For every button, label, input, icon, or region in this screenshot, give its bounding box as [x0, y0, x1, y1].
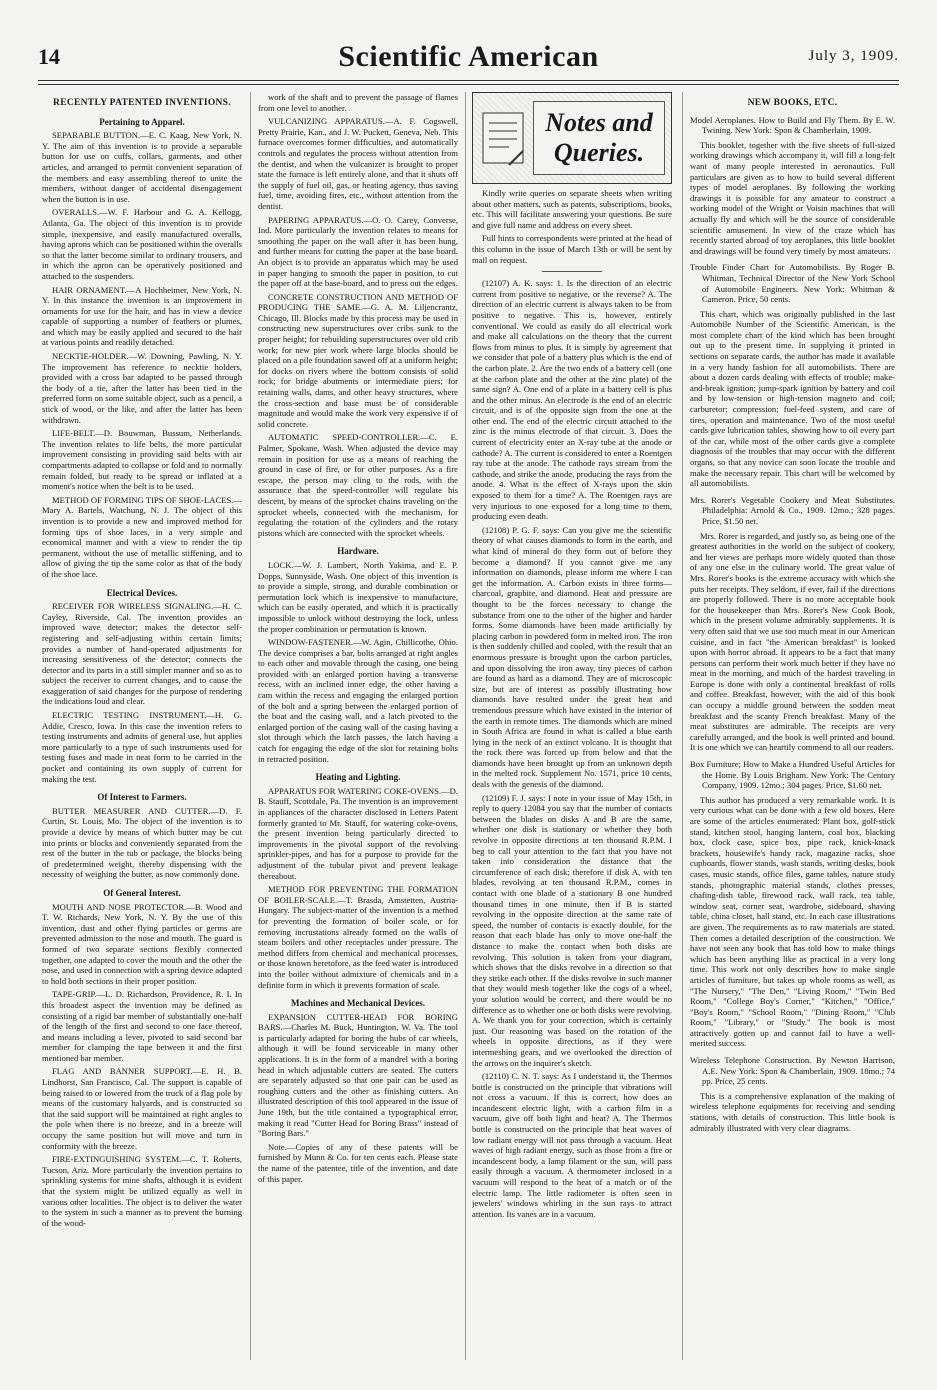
patent-entry: BUTTER MEASURER AND CUTTER.—D. F. Curtin, St. Louis, Mo. The object of the invention is to provide a device by means of which butter may be cut into prints or blocks and conveniently separated from the rest of the butter in the tub or package, the blocks being of predetermined weight, thereby dispensing with the necessity of weighing the butter, as now commonly done.: [42, 805, 242, 880]
notes-intro: Full hints to correspondents were printed at the head of this column in the issue of March 13th or will be sent by mail on request.: [472, 233, 672, 265]
book-title: Model Aeroplanes. How to Build and Fly Them. By E. W. Twining. New York: Spon & Chamberlain, 1909.: [690, 114, 895, 136]
patent-entry: TAPE-GRIP.—L. D. Richardson, Providence, R. I. In this broadest aspect the invention may be defined as consisting of a rigid bar member of substantially one-half of the length of the first and second to one face thereof, and means including a lever, pivoted to said second bar member for clamping the tape between it and the first mentioned bar member.: [42, 989, 242, 1063]
patent-entry: LIFE-BELT.—D. Bouwman, Bussum, Netherlands. The invention relates to life belts, the more particular improvement consisting in providing said belts with air compartments adapted to collapse or fold and to normally remain folded, but ready to be spread or inflated at a moment's notice when the belt is to be used.: [42, 428, 242, 492]
patent-entry: NECKTIE-HOLDER.—W. Downing, Pawling, N. Y. The improvement has reference to necktie holders, provided with a cross bar adapted to be passed through the body of a tie, after the latter has been tied in the preferred form on some suitable object, such as a pencil, a stick of wood, or the like, and after the latter has been withdrawn.: [42, 351, 242, 425]
patent-entry: RECEIVER FOR WIRELESS SIGNALING.—H. C. Cayley, Riverside, Cal. The invention provides an improved wave detector; makes the detector self-registering and self-adjusting within certain limits; provides a number of hand-operated adjustments for increasing sensitiveness of the detector; connects the detector and its parts in a still simpler manner and so as to subject the receiver to current changes, and to cause the exaggeration of said changes for the purpose of rendering the indications loud and clear.: [42, 601, 242, 707]
book-title: Wireless Telephone Construction. By Newton Harrison, A.E. New York: Spon & Chamberlain, 1909. 18mo.; 74 pp. Price, 25 cents.: [690, 1055, 895, 1087]
notes-intro: Kindly write queries on separate sheets when writing about other matters, such as patents, subscriptions, books, etc. This will facilitate answering your questions. Be sure and give full name and address on every sheet.: [472, 188, 672, 230]
query-entry: (12108) P. G. F. says: Can you give me the scientific theory of what causes diamonds to form in the earth, and what kind of mineral do they form out of before they become a diamond? If you cannot give me any information on diamonds, please inform me where I can get the information. A. Carbon exists in three forms—charcoal, graphite, and diamond. Heat and pressure are thought to be the forces necessary to change the substance from one to the other of the higher and harder forms. Some diamonds have been made artificially by placing carbon in powdered form in melted iron. The iron is then suddenly chilled and cooled, with the result that an enormous pressure is brought upon the carbon particles, and upon dissolving the iron away, tiny pieces of carbon are found as hard as a diamond. They are of microscopic size, but are of interest as possibly illustrating how diamonds have resulted under the great heat and tremendous pressure which have existed in the interior of the earth in remote times. The diamonds which are mined in South Africa are found in what is called a blue earth lying in the neck of an extinct volcano. It is thought that the rock there was forced up from below and that the diamonds have been brought up from an unknown depth in the melted rock. Supplement No. 1571, price 10 cents, deals with the genesis of the diamond.: [472, 524, 672, 790]
section-title: RECENTLY PATENTED INVENTIONS.: [53, 98, 231, 108]
page-header: [38, 40, 899, 76]
patent-entry: VULCANIZING APPARATUS.—A. F. Cogswell, Pretty Prairie, Kan., and J. W. Puckett, Geneva, Neb. This furnace overcomes former difficulties, and automatically controls and regulates the process without attention from the dentist, and when the vulcanizer is brought to proper state the furnace is left entirely alone, and that it shuts off the supply of fuel oil, gas, or heating agency, thus saving fuel, time, avoiding fires, etc., without attention from the dentist.: [258, 116, 458, 211]
notes-title-frame: [533, 101, 665, 175]
patent-entry: WINDOW-FASTENER.—W. Agin, Chillicothe, Ohio. The device comprises a bar, bolts arranged at right angles to each other and movable through the casing, one being provided with an enlarged portion having a transverse recess, with an inclined inner edge, the other having a cam within the recess and engaging the enlarged portion of the bolt and a spring between the enlarged portion of the boat and the casing wall, and a latch pivoted to the enlarged portion of the casing wall of the casing having a slot through which the latch passes, the latch having a catch for engaging the edge of the slot for retaining bolts in retracted position.: [258, 637, 458, 764]
book-title: Mrs. Rorer's Vegetable Cookery and Meat Substitutes. Philadelphia: Arnold & Co., 1909. 12mo.; 328 pages. Price, $1.50 net.: [690, 494, 895, 526]
notes-title: Notes and Queries.: [545, 108, 653, 167]
column-divider: [465, 92, 466, 1360]
section-title: NEW BOOKS, ETC.: [747, 98, 838, 108]
book-review: Mrs. Rorer is regarded, and justly so, as being one of the greatest authorities in the world on the subject of cookery, and her views are perhaps more widely quoted than those of any one else in the culinary world. The great value of Mrs. Rorer's books is the extreme accuracy with which she puts her receipts. They seldom, if ever, fail if the directions are properly followed. There is no more acceptable book for the housekeeper than Mrs. Rorer's New Cook Book, which in the present volume admirably supplements. It is very often said that we use too much meat in our American cuisine, and in fact "the American breakfast" is looked upon with horror abroad. It appears to be a fact that many persons can perform their work much better if they have no meat in the morning, and much of the hardest traveling in Europe is done with only a continental breakfast of rolls and coffee. Breakfast, however, with the aid of this book can occupy a middle ground between the sodden meat breakfast and the scanty French breakfast. Many of the meat substitutes are admirable. The receipts are very carefully arranged, and the book is well printed and bound. It is one which we can heartily commend to all our readers.: [690, 530, 895, 753]
patent-entry: FIRE-EXTINGUISHING SYSTEM.—C. T. Roberts, Tucson, Ariz. More particularly the invention pertains to sprinkling systems for mine shafts, although it is evident that the system might be utilized equally as well in various other localities. The object is to deliver the water to the system in such a manner as to prevent the burning of the wood-: [42, 1154, 242, 1228]
patent-entry: EXPANSION CUTTER-HEAD FOR BORING BARS.—Charles M. Buck, Huntington, W. Va. The tool is particularly adapted for boring the hubs of car wheels, although it will be found serviceable in many other applications. It is in the form of a mandrel with a boring head in which adjustable cutters are seated. The cutters are separately adjusted so that one pair can be used as roughing cutters and the other as finishing cutters. An illustrated description of this tool appeared in the issue of June 19th, but the title contained a typographical error, making it read "Cutter Head for Boring Brass" instead of "Boring Bars.": [258, 1011, 458, 1139]
desk-illustration-icon: [479, 103, 527, 173]
query-entry: (12110) C. N. T. says: As I understand it, the Thermos bottle is constructed on the principle that vibrations will not cross a vacuum. If this is correct, how does an incandescent electric light, with a carbon film in a vacuum, give off both light and heat? A. The Thermos bottle is constructed on the principle that heat waves of low radiant energy will not pass through a vacuum. Heat waves of high radiant energy, such as those from a fire or incandescent body, a lamp filament or the sun, will pass easily through a vacuum. A thermometer inclosed in a vacuum will respond to the heat of a match or of the electric lamp. The little radiometer is often seen in jewelers' windows whirling in the sun rays to attract attention. Its vanes are in a vacuum.: [472, 1071, 672, 1219]
patent-entry: PAPERING APPARATUS.—O. O. Carey, Converse, Ind. More particularly the invention relates to means for smoothing the paper on the wall after it has been hung, and further means for cutting the paper at the base board. An object is to provide an apparatus which may be used in paper hanging to smooth the paper in position, to cut the paper off at the base-board, and to press out the edges.: [258, 214, 458, 289]
masthead: Scientific American: [338, 40, 599, 73]
patent-entry: LOCK.—W. J. Lambert, North Yakima, and E. P. Dopps, Sunnyside, Wash. One object of this invention is to provide a simple, strong, and durable combination or permutation lock which is inexpensive to manufacture, which can be easily operated, and which it is practically impossible to unlock without destroying the lock, unless the proper combination or permutation is known.: [258, 559, 458, 634]
header-rule: [38, 80, 899, 81]
column-divider: [682, 92, 683, 1360]
subsection-title: Heating and Lighting.: [315, 772, 401, 783]
subsection-title: Hardware.: [337, 546, 379, 557]
subsection-title: Of Interest to Farmers.: [97, 792, 187, 803]
patent-entry: SEPARABLE BUTTON.—E. C. Kaag, New York, N. Y. The aim of this invention is to provide a separable button for use on cuffs, collars, garments, and other articles, and arranged to permit convenient separation of the members and easy assembling thereof to unite the members, without danger of accidental disengagement when the button is in use.: [42, 130, 242, 204]
column-patents: [42, 92, 242, 1372]
subsection-title: Of General Interest.: [103, 887, 181, 898]
patent-entry: work of the shaft and to prevent the passage of flames from one level to another.: [258, 92, 458, 113]
page-number: 14: [38, 44, 60, 69]
column-new-books: [690, 92, 895, 1372]
patent-entry: AUTOMATIC SPEED-CONTROLLER.—C. E. Palmer, Spokane, Wash. When adjusted the device may remain in position for use as a means of reaching the ground in case of fire, or for other purposes. As a fire escape, the person may cling to the rods, with the assurance that the speed-controller will regulate his descent, by means of the sprocket chains traveling on the sprocket wheels, connected with the mechanism, for regulating the rotation of the cylinders and the rotary pistons which are connected with the sprocket wheels.: [258, 432, 458, 538]
query-entry: (12109) F. J. says: I note in your issue of May 15th, in reply to query 12084 you say that the number of contacts between the blades on disks A and B are the same, whether one disk is stationary or whether they both revolve in opposite directions at ten thousand R.P.M. I beg to call your attention to the fact that you have not taken into consideration the distance that the circumference of each disk; therefore if disk A, with ten blades, revolving at ten thousand R.P.M., comes in contact with one blade of a stationary B one hundred thousand times in one minute, then if B is started revolving in the opposite direction at the same rate of speed, the number of contacts is exactly double, for the reason that each blade has only to move one-half the distance to make the contact when both disks are revolving. This solution is taken from your diagram, which shows that the disks revolve in a direction so that they strike each other. If the disks revolve in such manner that they would mesh together like the cogs of a wheel, your solution would be correct, and there would be no difference as to whether one or both disks were revolving. A. We thank you for your correction, which is certainly just. Our reasoning was based on the rotation of the wheels in opposite directions, as if they were intermeshing gears, and we overlooked the direction of the arrows on the inquirer's sketch.: [472, 792, 672, 1068]
query-entry: (12107) A. K. says: 1. Is the direction of an electric current from positive to negative, or the reverse? A. The direction of an electric current is always taken to be from positive to negative. This is, however, entirely conventional. We could as easily do all electrical work and make all calculations on the theory that the current flows from minus to plus. It is simply by agreement that we consider that pole of a battery plus which is the end of the carbon plate. 2. Are the two ends of a battery cell (one at the carbon plate and the other at the zinc plate) of the same sign? A. One end of a plate in a battery cell is plus and the other minus. An electrode is the end of an electric circuit, and is of the opposite sign from the one at the other end. The end of the electric circuit attached to the zinc is the minus electrode of that circuit. 3. Does the current of electricity enter an X-ray tube at the anode or cathode? A. The current is considered to enter a Roentgen ray tube at the anode. The cathode rays stream from the cathode, and strike the anode, producing the rays from the anode. 4. What is the effect of X-rays upon the skin exposed to them for a time? A. The Roentgen rays are very injurious to one exposed for a long time to them, producing even death.: [472, 278, 672, 522]
book-review: This booklet, together with the five sheets of full-sized working drawings which accompany it, will fill a long-felt want of many people interested in aeronautics. Full particulars are given as to how to build several different types of model aeroplanes. By following the working drawings it is possible for any amateur to construct a working model of the Wright or Voisin machines that will actually fly and which will be the source of considerable scientific amusement. In view of the craze which has recently started abroad of toy aeroplanes, this little booklet and drawings will be found very timely by most amateurs.: [690, 139, 895, 256]
patent-entry: CONCRETE CONSTRUCTION AND METHOD OF PRODUCING THE SAME.—G. A. M. Liljencrantz, Chicago, Ill. Blocks made by this process may be used in constructing new superstructures over cribs sunk to the proper height; for rebuilding superstructures over old crib work; for new pier work where large blocks should be placed on a pile foundation sawed off at a uniform height; for docks on rivers where the bottom consists of solid rock; for bridge abutments or intermediate piers; for retaining walls, dams, and other heavy structures, where the cross-section and base must be of considerable magnitude and would make the work very expensive if of solid concrete.: [258, 291, 458, 429]
column-notes-and-queries: [472, 92, 672, 1372]
book-title: Box Furniture; How to Make a Hundred Useful Articles for the Home. By Louis Brigham. New York: The Century Company, 1909. 12mo.; 304 pages. Price, $1.60 net.: [690, 759, 895, 791]
patent-entry: FLAG AND BANNER SUPPORT.—E. H. B. Lindhorst, San Francisco, Cal. The support is capable of being raised to or lowered from the truck of a flag pole by means of the customary halyards, and is constructed so that the said support will be maintained at right angles to the pole when there is no breeze, and in a breeze will occupy the same position but will move and turn in conformity with the breeze.: [42, 1066, 242, 1151]
book-title: Trouble Finder Chart for Automobilists. By Roger B. Whitman, Technical Director of the New York School of Automobile Engineers. New York: Whitman & Cameron. Price, 50 cents.: [690, 262, 895, 305]
subsection-title: Machines and Mechanical Devices.: [291, 998, 425, 1009]
patent-entry: ELECTRIC TESTING INSTRUMENT.—H. G. Addie, Cresco, Iowa. In this case the invention refers to testing instruments and admits of general use, but applies more particularly to a type of such instruments used for testing fuses and made in neat form to be carried in the pocket and containing its own supply of current for making the test.: [42, 710, 242, 784]
patent-entry: HAIR ORNAMENT.—A Hochheimer, New York, N. Y. In this instance the invention is an improvement in ornaments for use for the hair, and has in view a device capable of supporting a number of feathers or plumes, and which may be easily applied and secured to the hair at various points and readily detached.: [42, 284, 242, 348]
patent-entry: METHOD OF FORMING TIPS OF SHOE-LACES.—Mary A. Bartels, Watchung, N. J. The object of this invention is to provide a new and improved method for forming tips of shoe laces, in a very simple and economical manner and with a view to render the tip permanent, without the use of metallic stiffening, and to allow of giving the tip the same color as that of the body of the shoe lace.: [42, 494, 242, 579]
issue-date: July 3, 1909.: [808, 48, 899, 64]
book-review: This author has produced a very remarkable work. It is very curious what can be done with a few old boxes. Here are some of the articles enumerated: Plant box, golf-stick stand, kitchen stool, hanging lantern, coal box, blacking box, clock case, spice box, pipe rack, knick-knack brackets, housewife's handy rack, magazine racks, shoe cupboards, flower stands, wash stands, writing desks, book cases, music stands, office files, game tables, nature study stands, photographic material stands, clothes presses, chafing-dish table, firewood rack, wall rack, tea table, window seat, corner seat, wardrobe, sideboard, shaving table, china closet, hall stand, etc. In each case illustrations are given. The requirements as to raw materials are stated. Then comes a detailed description of the construction. We have not seen any book that has told how to make things which has been anything like as practical in a very long time. This work not only describes how to make single articles of furniture, but takes up whole rooms as well, as "The Nursery," "The Den," "Living Room," "Twin Bed Room," "College Boy's Corner," "Kitchen," "Office," "Boy's Room," "School Room," "Dining Room," "Club Room," "Library," or "Study." The book is most attractively gotten up and cannot fail to have a well-merited success.: [690, 794, 895, 1049]
subsection-title: Electrical Devices.: [106, 587, 178, 598]
column-divider: [250, 92, 251, 1360]
notes-and-queries-logo: [472, 92, 672, 184]
subsection-title: Pertaining to Apparel.: [99, 116, 185, 127]
patent-note: Note.—Copies of any of these patents will be furnished by Munn & Co. for ten cents each. Please state the name of the patentee, title of the invention, and date of this paper.: [258, 1141, 458, 1184]
patent-entry: MOUTH AND NOSE PROTECTOR.—B. Wood and T. W. Richards, New York, N. Y. By the use of this invention, dust and other flying particles or germs are prevented admission to the nose and mouth. The guard is formed of two separate sections flexibly connected together, one adapted to cover the mouth and the other the nose, and used in connection with a spring device adapted to hold both sections in their proper position.: [42, 901, 242, 986]
header-rule-double: [38, 84, 899, 85]
patent-entry: METHOD FOR PREVENTING THE FORMATION OF BOILER-SCALE.—T. Brasda, Amstetten, Austria-Hungary. The subject-matter of the invention is a method for preventing the formation of boiler scale, or for removing incrustations already formed on the walls of steam boilers and other receptacles under pressure. The method differs from chemical and mechanical processes, or those known heretofore, as the feed water is introduced into the boiler without admixture of chemicals and in a definite form in which it prevents formation of scale.: [258, 884, 458, 990]
patent-entry: APPARATUS FOR WATERING COKE-OVENS.—D. B. Stauff, Scottdale, Pa. The invention is an improvement in appliances of the character disclosed in Letters Patent formerly granted to Mr. Stauff, for watering coke-ovens, the present invention being particularly directed to improvements in the pivotal support of the revolving sprinkler-pipes, and has for a purpose to provide for the adjustment of the tubular pivot and prevent leakage thereabout.: [258, 785, 458, 881]
book-review: This is a comprehensive explanation of the making of wireless telephone equipments for receiving and sending stations, with details of construction. This little book is admirably illustrated with very clear diagrams.: [690, 1090, 895, 1133]
column-patents-continued: [258, 92, 458, 1372]
patent-entry: OVERALLS.—W. F. Harbour and G. A. Kellogg, Atlanta, Ga. The object of this invention is to provide simple, inexpensive, and easily manufactured overalls, having aprons which can be positioned within the overalls so that the latter become similar to ordinary trousers, and in which the apron can be operatively positioned and attached to the suspenders.: [42, 207, 242, 281]
divider: [542, 271, 602, 272]
book-review: This chart, which was originally published in the last Automobile Number of the Scientific American, is the most complete chart of the kind which has been brought out up to the present time. In supplying it printed in sections on separate cards, the author has made it available in a very handy fashion for all automobilists. There are about a dozen cards dealing with effects of trouble; make-and-break ignition; jump-spark ignition by battery and coil and by low-tension or high-tension magneto and coil; carburetor; compression; fuel-feed system, and care of tires, operation and maintenance. Two of the most useful cards give lubrication tables, showing how to oil every part of the car, while most of the other cards give a complete diagnosis of the troubles that may occur with the different organs, so that any novice can soon locate the trouble and make the necessary repair. This chart will be welcomed by all automobilists.: [690, 308, 895, 489]
